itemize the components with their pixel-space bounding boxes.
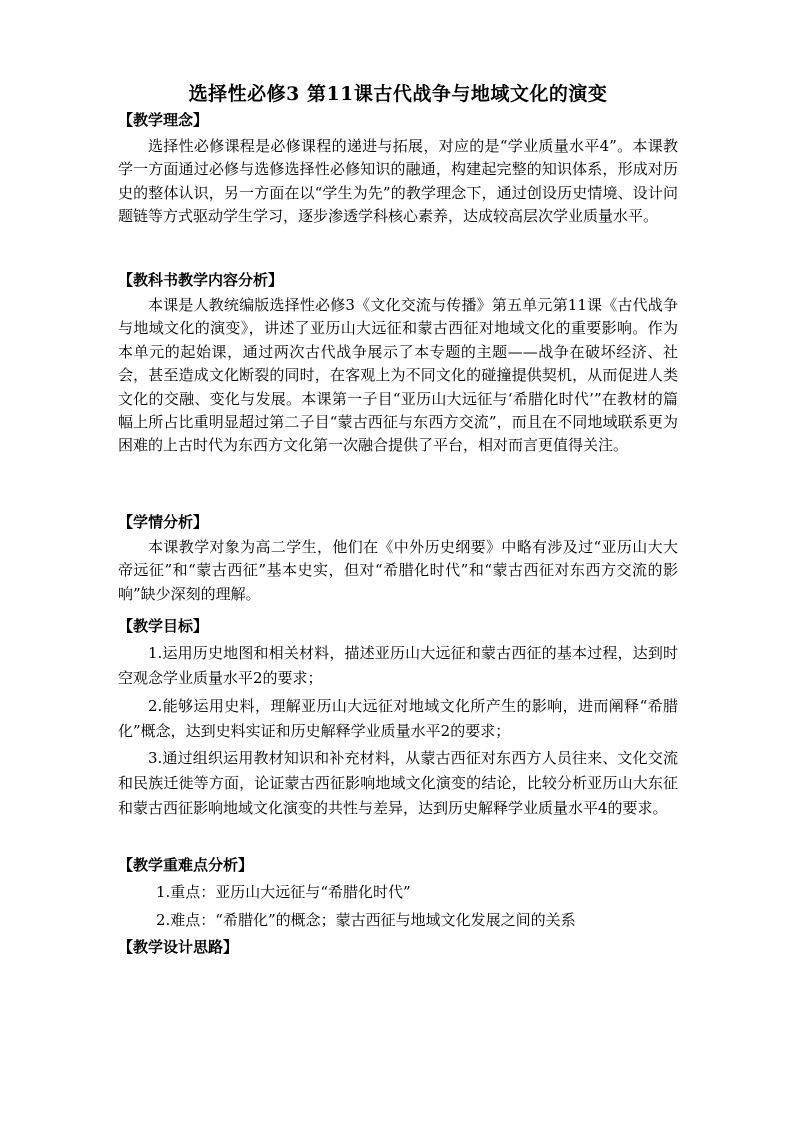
section-heading-students: 【学情分析】 — [118, 513, 209, 531]
section-heading-design: 【教学设计思路】 — [118, 938, 239, 956]
section-heading-philosophy: 【教学理念】 — [118, 111, 209, 129]
document-title: 选择性必修3 第11课古代战争与地域文化的演变 — [188, 83, 608, 105]
goal-item: 3.通过组织运用教材知识和补充材料，从蒙古西征对东西方人员往来、文化交流和民族迁徙等方面，论证蒙古西征影响地域文化演变的结论，比较分析亚历山大东征和蒙古西征影响地域文化演变的共性与差异，达到历史解释学业质量水平4的要求。 — [118, 749, 678, 818]
key-point-item: 1.重点：亚历山大远征与“希腊化时代” — [156, 883, 411, 901]
goal-item: 2.能够运用史料，理解亚历山大远征对地域文化所产生的影响，进而阐释“希腊化”概念，达到史料实证和历史解释学业质量水平2的要求； — [118, 697, 678, 741]
paragraph-philosophy: 选择性必修课程是必修课程的递进与拓展，对应的是“学业质量水平4”。本课教学一方面通过必修与选修选择性必修知识的融通，构建起完整的知识体系，形成对历史的整体认识，另一方面在以“学生为先”的教学理念下，通过创设历史情境、设计问题链等方式驱动学生学习，逐步渗透学科核心素养，达成较高层次学业质量水平。 — [118, 137, 678, 226]
section-heading-key-points: 【教学重难点分析】 — [118, 856, 254, 874]
section-heading-goals: 【教学目标】 — [118, 617, 209, 635]
paragraph-students: 本课教学对象为高二学生，他们在《中外历史纲要》中略有涉及过“亚历山大大帝远征”和“蒙古西征”基本史实，但对“希腊化时代”和“蒙古西征对东西方交流的影响”缺少深刻的理解。 — [118, 538, 678, 603]
key-point-item: 2.难点：“希腊化”的概念；蒙古西征与地域文化发展之间的关系 — [156, 911, 576, 929]
section-heading-textbook: 【教科书教学内容分析】 — [118, 271, 284, 289]
paragraph-textbook: 本课是人教统编版选择性必修3《文化交流与传播》第五单元第11课《古代战争与地域文化的演变》，讲述了亚历山大远征和蒙古西征对地域文化的重要影响。作为本单元的起始课，通过两次古代战争展示了本专题的主题——战争在破坏经济、社会，甚至造成文化断裂的同时，在客观上为不同文化的碰撞提供契机，从而促进人类文化的交融、变化与发展。本课第一子目“亚历山大远征与‘希腊化时代’”在教材的篇幅上所占比重明显超过第二子目“蒙古西征与东西方交流”，而且在不同地域联系更为困难的上古时代为东西方文化第一次融合提供了平台，相对而言更值得关注。 — [118, 296, 678, 455]
goal-item: 1.运用历史地图和相关材料，描述亚历山大远征和蒙古西征的基本过程，达到时空观念学业质量水平2的要求； — [118, 644, 678, 688]
